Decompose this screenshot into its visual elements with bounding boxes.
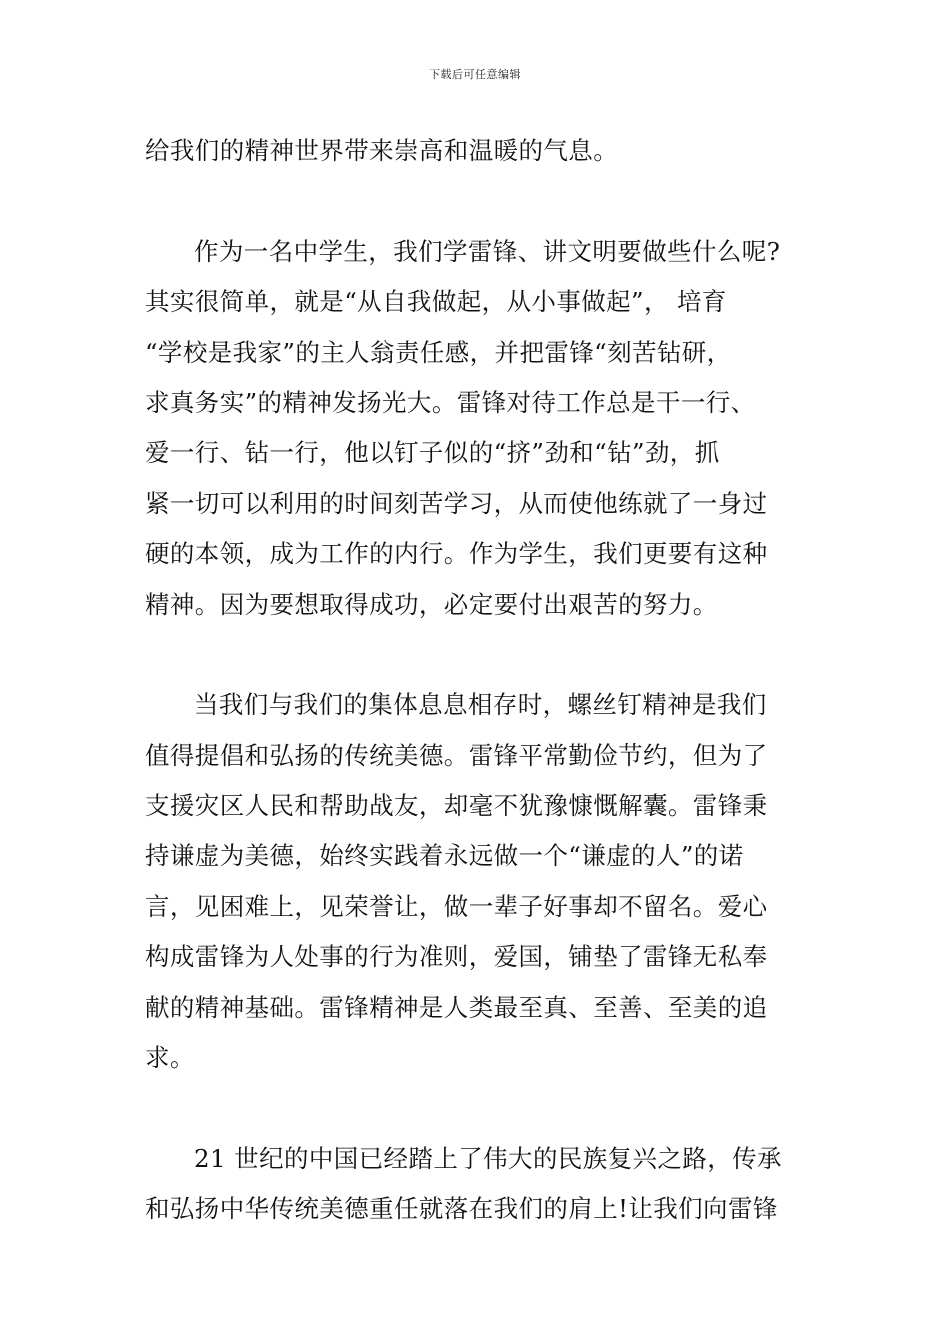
text-line: 献的精神基础。雷锋精神是人类最至真、至善、至美的追 bbox=[145, 992, 768, 1022]
document-body bbox=[145, 126, 810, 1235]
text-line: 其实很简单，就是“从自我做起，从小事做起”， 培育 bbox=[145, 287, 727, 317]
text-line: 和弘扬中华传统美德重任就落在我们的肩上!让我们向雷锋 bbox=[145, 1194, 778, 1224]
text-line: 爱一行、钻一行，他以钉子似的“挤”劲和“钻”劲，抓 bbox=[145, 438, 720, 468]
text-line: 当我们与我们的集体息息相存时，螺丝钉精神是我们 bbox=[194, 690, 767, 720]
text-line: 持谦虚为美德，始终实践着永远做一个“谦虚的人”的诺 bbox=[145, 841, 744, 871]
text-line: 紧一切可以利用的时间刻苦学习，从而使他练就了一身过 bbox=[145, 488, 768, 518]
paragraph-1 bbox=[145, 126, 810, 176]
paragraph-3 bbox=[145, 680, 810, 1083]
text-line: 值得提倡和弘扬的传统美德。雷锋平常勤俭节约，但为了 bbox=[145, 740, 768, 770]
text-line: 硬的本领，成为工作的内行。作为学生，我们更要有这种 bbox=[145, 539, 768, 569]
paragraph-gap bbox=[145, 1083, 810, 1133]
text-line: 作为一名中学生，我们学雷锋、讲文明要做些什么呢? bbox=[194, 236, 781, 266]
paragraph-gap bbox=[145, 630, 810, 680]
paragraph-gap bbox=[145, 176, 810, 226]
text-line: 支援灾区人民和帮助战友，却毫不犹豫慷慨解囊。雷锋秉 bbox=[145, 791, 768, 821]
text-line: 构成雷锋为人处事的行为准则，爱国，铺垫了雷锋无私奉 bbox=[145, 942, 768, 972]
paragraph-4 bbox=[145, 1134, 810, 1235]
paragraph-2 bbox=[145, 227, 810, 630]
text-line: “学校是我家”的主人翁责任感，并把雷锋“刻苦钻研， bbox=[145, 337, 732, 367]
text-line: 21 世纪的中国已经踏上了伟大的民族复兴之路，传承 bbox=[194, 1143, 782, 1173]
text-line: 言，见困难上，见荣誉让，做一辈子好事却不留名。爱心 bbox=[145, 891, 768, 921]
text-line: 精神。因为要想取得成功，必定要付出艰苦的努力。 bbox=[145, 589, 718, 619]
text-line: 给我们的精神世界带来崇高和温暖的气息。 bbox=[145, 136, 619, 165]
text-line: 求。 bbox=[145, 1043, 195, 1073]
text-line: 求真务实”的精神发扬光大。雷锋对待工作总是干一行、 bbox=[145, 387, 756, 417]
page-header: 下载后可任意编辑 bbox=[429, 68, 521, 81]
